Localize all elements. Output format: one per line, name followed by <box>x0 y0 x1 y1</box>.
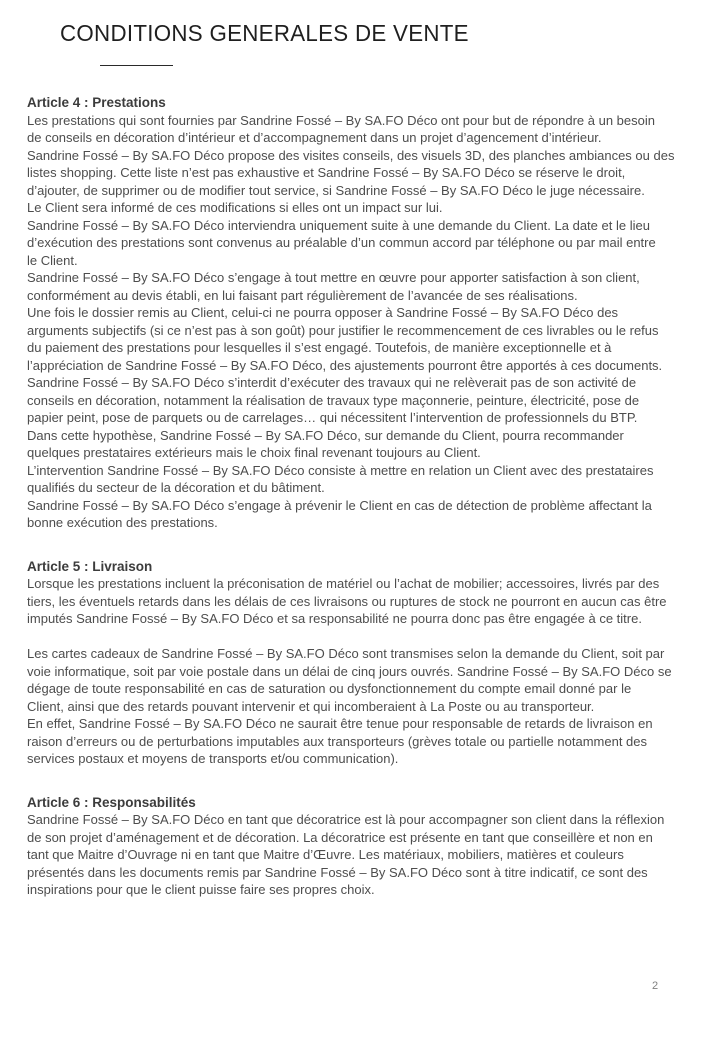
article-heading: Article 4 : Prestations <box>27 95 166 110</box>
paragraph <box>27 645 697 768</box>
text-line: présentés dans les documents remis par Sandrine Fossé – By SA.FO Déco sont à titre indicatif, ce sont des <box>27 864 648 880</box>
paragraph <box>27 575 697 628</box>
article-heading: Article 6 : Responsabilités <box>27 794 196 810</box>
text-line: Lorsque les prestations incluent la préconisation de matériel ou l’achat de mobilier; accessoires, livrés par des <box>27 576 660 591</box>
text-line: listes shopping. Cette liste n’est pas exhaustive et Sandrine Fossé – By SA.FO Déco se réserve le droit, <box>27 165 626 180</box>
text-line: Une fois le dossier remis au Client, celui-ci ne pourra opposer à Sandrine Fossé – By SA.FO Déco des <box>27 305 619 320</box>
text-line: Sandrine Fossé – By SA.FO Déco en tant que décoratrice est là pour accompagner son client dans la réflexion <box>27 812 665 827</box>
page-title: CONDITIONS GENERALES DE VENTE <box>60 20 469 46</box>
text-line: conformément au devis établi, en lui faisant part régulièrement de l’avancée de ses réalisations. <box>27 287 578 303</box>
text-line: Dans cette hypothèse, Sandrine Fossé – By SA.FO Déco, sur demande du Client, pourra recommander <box>27 427 624 443</box>
article-section <box>27 94 697 532</box>
text-line: tiers, les éventuels retards dans les délais de ces livraisons ou ruptures de stock ne pourront en aucun cas être <box>27 593 667 609</box>
title-underline-rule <box>100 65 173 66</box>
text-line: de son projet d’aménagement et de décoration. La décoratrice est présente en tant que conseillère et non en <box>27 829 653 845</box>
text-line: le Client. <box>27 252 78 268</box>
text-line: raison d’erreurs ou de perturbations imputables aux transporteurs (grèves totale ou partielle notamment des <box>27 733 648 749</box>
text-line: L’intervention Sandrine Fossé – By SA.FO Déco consiste à mettre en relation un Client avec des prestataires <box>27 462 654 478</box>
text-line: conseils en décoration, notamment la réalisation de travaux type maçonnerie, peinture, électricité, pose de <box>27 392 640 408</box>
article-heading: Article 5 : Livraison <box>27 558 153 574</box>
text-line: Client, ainsi que des retards pouvant intervenir et qui incomberaient à La Poste ou au transporteur. <box>27 698 595 714</box>
text-line: Sandrine Fossé – By SA.FO Déco s’engage à tout mettre en œuvre pour apporter satisfaction à son client, <box>27 270 640 285</box>
text-line: d’exécution des prestations sont convenus au préalable d’un commun accord par téléphone ou par mail entre <box>27 235 656 250</box>
text-line: papier peint, pose de parquets ou de carrelages… qui nécessitent l’intervention de professionnels du BTP. <box>27 410 638 425</box>
text-line: Les prestations qui sont fournies par Sandrine Fossé – By SA.FO Déco ont pour but de répondre à un besoin <box>27 112 655 128</box>
paragraph <box>27 811 697 899</box>
sections <box>27 94 697 899</box>
article-section <box>27 558 697 768</box>
text-line: qualifiés du secteur de la décoration et du bâtiment. <box>27 480 325 495</box>
text-line: Sandrine Fossé – By SA.FO Déco interviendra uniquement suite à une demande du Client. La date et le lieu <box>27 217 650 233</box>
text-line: de conseils en décoration d’intérieur et d’accompagnement dans un projet d’agencement d’intérieur. <box>27 130 602 145</box>
text-line: arguments subjectifs (si ce n’est pas à son goût) pour justifier le recommencement de ces livrables ou le refus <box>27 322 659 338</box>
page-number: 2 <box>652 980 659 992</box>
text-line: l’appréciation de Sandrine Fossé – By SA.FO Déco, des ajustements pourront être apportés à ces documents. <box>27 357 663 373</box>
text-line: du paiement des prestations pour lesquelles il s’est engagé. Toutefois, de manière exceptionnelle et à <box>27 340 612 355</box>
text-line: d’ajouter, de supprimer ou de modifier tout service, si Sandrine Fossé – By SA.FO Déco le juge nécessaire. <box>27 182 645 198</box>
text-line: quelques prestataires extérieurs mais le choix final revenant toujours au Client. <box>27 445 481 460</box>
text-line: Sandrine Fossé – By SA.FO Déco s’interdit d’exécuter des travaux qui ne relèverait pas de son activité de <box>27 375 637 390</box>
text-line: Sandrine Fossé – By SA.FO Déco s’engage à prévenir le Client en cas de détection de problème affectant la <box>27 497 652 513</box>
article-section <box>27 794 697 899</box>
text-line: Sandrine Fossé – By SA.FO Déco propose des visites conseils, des visuels 3D, des planches ambiances ou des <box>27 147 675 163</box>
text-line: En effet, Sandrine Fossé – By SA.FO Déco ne saurait être tenue pour responsable de retards de livraison en <box>27 716 653 731</box>
text-line: Les cartes cadeaux de Sandrine Fossé – By SA.FO Déco sont transmises selon la demande du Client, soit par <box>27 646 665 661</box>
text-line: bonne exécution des prestations. <box>27 515 218 530</box>
text-line: services postaux et moyens de transports et/ou communication). <box>27 751 399 766</box>
text-line: tant que Maitre d’Ouvrage ni en tant que Maitre d’Œuvre. Les matériaux, mobiliers, matières et couleurs <box>27 847 624 862</box>
text-line: dégage de toute responsabilité en cas de saturation ou dysfonctionnement du compte email donné par le <box>27 681 632 696</box>
text-line: inspirations pour que le client puisse faire ses propres choix. <box>27 882 375 897</box>
paragraph <box>27 112 697 532</box>
text-line: voie informatique, soit par voie postale dans un délai de cinq jours ouvrés. Sandrine Fossé – By SA.FO Déco se <box>27 663 672 679</box>
text-line: imputés Sandrine Fossé – By SA.FO Déco et sa responsabilité ne pourra donc pas être engagée à ce titre. <box>27 611 642 626</box>
text-line: Le Client sera informé de ces modifications si elles ont un impact sur lui. <box>27 200 443 215</box>
